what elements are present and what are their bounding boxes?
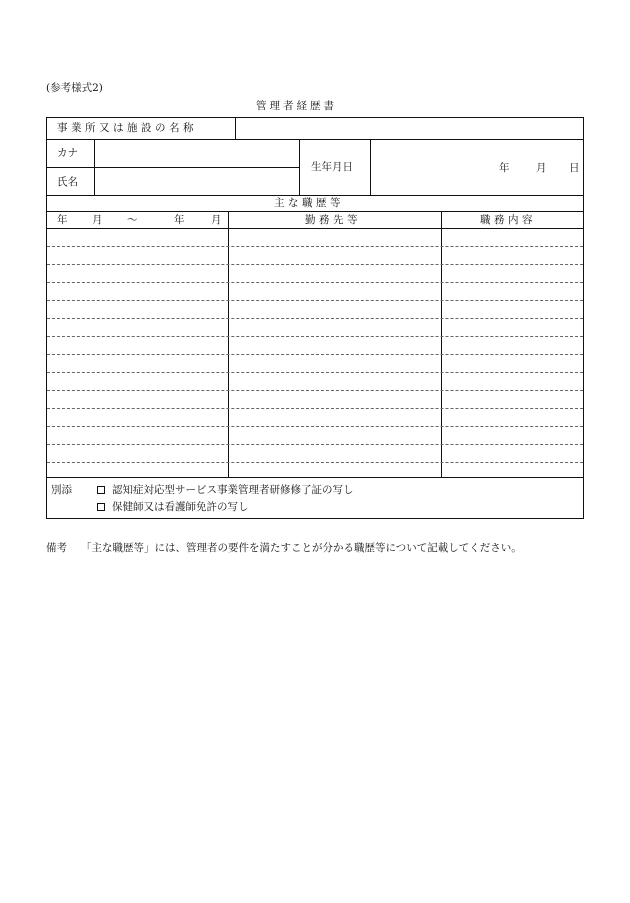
document-title: 管理者経歴書 bbox=[256, 100, 337, 112]
career-row-line bbox=[47, 390, 583, 391]
career-row-line bbox=[47, 336, 583, 337]
career-row-line bbox=[47, 426, 583, 427]
career-row-line bbox=[47, 354, 583, 355]
name-label: 氏名 bbox=[57, 176, 78, 188]
attachment-item-label: 保健師又は看護師免許の写し bbox=[112, 501, 249, 513]
attachments-label: 別添 bbox=[51, 484, 72, 496]
facility-name-field[interactable] bbox=[243, 121, 577, 135]
attachment-item bbox=[97, 483, 354, 497]
attachment-checkbox[interactable] bbox=[97, 486, 105, 494]
workplace-header: 勤務先等 bbox=[305, 214, 361, 226]
period-workplace-separator bbox=[228, 211, 229, 477]
name-field[interactable] bbox=[101, 175, 291, 189]
career-row-line bbox=[47, 300, 583, 301]
kana-label: カナ bbox=[57, 147, 78, 159]
career-header-divider bbox=[47, 228, 583, 229]
attachments-divider bbox=[47, 477, 583, 478]
attachment-item-label: 認知症対応型サービス事業管理者研修修了証の写し bbox=[112, 484, 354, 496]
kana-name-label-separator bbox=[94, 139, 95, 195]
birth-date-label: 生年月日 bbox=[311, 161, 353, 173]
job-content-header: 職務内容 bbox=[480, 214, 536, 226]
career-row-line bbox=[47, 408, 583, 409]
attachment-item bbox=[97, 500, 249, 514]
remarks-note bbox=[46, 541, 522, 555]
career-section-title: 主な職歴等 bbox=[274, 197, 344, 209]
start-year-header: 年 bbox=[57, 214, 68, 226]
career-row-line bbox=[47, 264, 583, 265]
kana-name-divider bbox=[47, 167, 299, 168]
birth-date-label-right-separator bbox=[370, 139, 371, 195]
career-row-line bbox=[47, 372, 583, 373]
reference-form-label: (参考様式2) bbox=[46, 82, 103, 94]
start-month-header: 月 bbox=[92, 214, 103, 226]
career-row-line bbox=[47, 282, 583, 283]
facility-name-label: 事業所又は施設の名称 bbox=[57, 122, 197, 134]
birth-date-year-label: 年 bbox=[499, 162, 510, 174]
end-month-header: 月 bbox=[211, 214, 222, 226]
career-row-line bbox=[47, 444, 583, 445]
career-row-line bbox=[47, 462, 583, 463]
remarks-text: 「主な職歴等」には、管理者の要件を満たすことが分かる職歴等について記載してください。 bbox=[81, 542, 522, 554]
facility-row-divider bbox=[47, 139, 583, 140]
remarks-label: 備考 bbox=[46, 542, 67, 554]
birth-date-label-left-separator bbox=[299, 139, 300, 195]
kana-field[interactable] bbox=[101, 146, 291, 160]
career-title-divider bbox=[47, 211, 583, 212]
manager-career-form bbox=[46, 117, 584, 519]
career-row-line bbox=[47, 318, 583, 319]
end-year-header: 年 bbox=[174, 214, 185, 226]
attachment-checkbox[interactable] bbox=[97, 503, 105, 511]
workplace-job-separator bbox=[441, 211, 442, 477]
period-range-header: ～ bbox=[127, 214, 138, 226]
career-row-line bbox=[47, 246, 583, 247]
birth-date-day-label: 日 bbox=[569, 162, 580, 174]
birth-date-month-label: 月 bbox=[536, 162, 547, 174]
facility-name-separator bbox=[235, 118, 236, 139]
